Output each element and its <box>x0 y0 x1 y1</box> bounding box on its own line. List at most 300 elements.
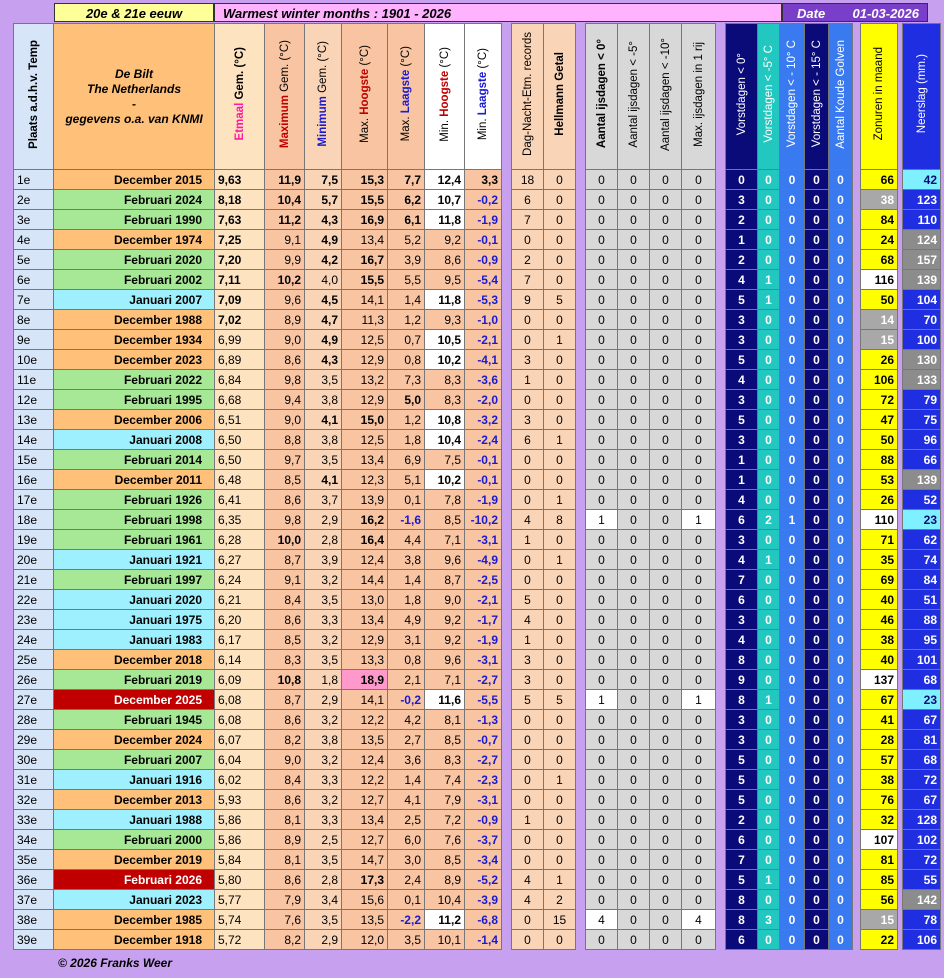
cell-minl: -0,2 <box>465 190 502 210</box>
cell-minh: 7,1 <box>425 670 465 690</box>
cell-etm: 6,50 <box>215 430 265 450</box>
cell-kg: 0 <box>829 590 853 610</box>
cell-kg: 0 <box>829 610 853 630</box>
cell-v5: 1 <box>758 550 780 570</box>
cell-month: Januari 1983 <box>54 630 215 650</box>
cell-hel: 0 <box>544 470 576 490</box>
cell-v0: 8 <box>726 890 758 910</box>
cell-ij0: 0 <box>586 530 618 550</box>
header-row <box>14 24 941 170</box>
cell-maxl: 1,4 <box>388 290 425 310</box>
cell-rec: 9 <box>512 290 544 310</box>
cell-maxg: 8,1 <box>265 850 305 870</box>
cell-ming: 4,9 <box>305 230 342 250</box>
cell-ij10: 0 <box>650 370 682 390</box>
cell-month: December 1974 <box>54 230 215 250</box>
cell-maxh: 13,4 <box>342 810 388 830</box>
cell-ij5: 0 <box>618 710 650 730</box>
cell-kg: 0 <box>829 910 853 930</box>
table-row <box>14 410 941 430</box>
cell-ming: 3,3 <box>305 610 342 630</box>
cell-month: Februari 2014 <box>54 450 215 470</box>
page-title: Warmest winter months : 1901 - 2026 <box>214 3 782 22</box>
date-label: Date <box>797 6 826 21</box>
cell-rank: 24e <box>14 630 54 650</box>
cell-ijr: 0 <box>682 630 716 650</box>
cell-month: December 1988 <box>54 310 215 330</box>
cell-zon: 35 <box>861 550 898 570</box>
cell-ij10: 0 <box>650 490 682 510</box>
cell-rank: 1e <box>14 170 54 190</box>
cell-maxg: 11,2 <box>265 210 305 230</box>
cell-etm: 5,74 <box>215 910 265 930</box>
cell-month: December 2011 <box>54 470 215 490</box>
table-row <box>14 490 941 510</box>
cell-rec: 0 <box>512 490 544 510</box>
cell-kg: 0 <box>829 870 853 890</box>
col-max-gem-label: Maximum Gem. (°C) <box>278 39 291 149</box>
cell-ij10: 0 <box>650 650 682 670</box>
cell-v5: 0 <box>758 730 780 750</box>
cell-zon: 26 <box>861 350 898 370</box>
cell-v5: 1 <box>758 270 780 290</box>
cell-etm: 5,93 <box>215 790 265 810</box>
cell-ij0: 0 <box>586 270 618 290</box>
cell-month: Februari 1995 <box>54 390 215 410</box>
cell-minl: -2,7 <box>465 670 502 690</box>
cell-ij10: 0 <box>650 250 682 270</box>
cell-minl: -2,4 <box>465 430 502 450</box>
cell-maxg: 8,2 <box>265 930 305 950</box>
cell-hel: 15 <box>544 910 576 930</box>
cell-hel: 0 <box>544 570 576 590</box>
cell-ij5: 0 <box>618 490 650 510</box>
cell-maxh: 12,5 <box>342 330 388 350</box>
cell-maxh: 15,3 <box>342 170 388 190</box>
cell-kg: 0 <box>829 670 853 690</box>
cell-maxh: 13,3 <box>342 650 388 670</box>
cell-maxh: 12,2 <box>342 710 388 730</box>
cell-etm: 6,99 <box>215 330 265 350</box>
cell-rec: 1 <box>512 370 544 390</box>
cell-ij10: 0 <box>650 870 682 890</box>
cell-v15: 0 <box>805 250 829 270</box>
cell-ijr: 0 <box>682 390 716 410</box>
cell-ming: 3,5 <box>305 370 342 390</box>
cell-ij10: 0 <box>650 850 682 870</box>
cell-v5: 1 <box>758 870 780 890</box>
cell-neer: 104 <box>903 290 941 310</box>
cell-zon: 116 <box>861 270 898 290</box>
cell-ij10: 0 <box>650 210 682 230</box>
cell-maxg: 9,0 <box>265 410 305 430</box>
cell-ij0: 0 <box>586 590 618 610</box>
cell-zon: 40 <box>861 590 898 610</box>
cell-minl: -0,9 <box>465 810 502 830</box>
cell-v10: 0 <box>780 930 805 950</box>
cell-etm: 6,27 <box>215 550 265 570</box>
cell-v15: 0 <box>805 930 829 950</box>
cell-rec: 1 <box>512 630 544 650</box>
cell-ij5: 0 <box>618 190 650 210</box>
cell-rank: 6e <box>14 270 54 290</box>
cell-v0: 6 <box>726 830 758 850</box>
cell-ij0: 0 <box>586 670 618 690</box>
cell-ij5: 0 <box>618 730 650 750</box>
cell-ij0: 0 <box>586 730 618 750</box>
cell-ij5: 0 <box>618 810 650 830</box>
cell-maxh: 16,9 <box>342 210 388 230</box>
cell-ijr: 0 <box>682 930 716 950</box>
copyright: © 2026 Franks Weer <box>58 956 173 970</box>
cell-maxh: 12,4 <box>342 550 388 570</box>
cell-minh: 10,2 <box>425 470 465 490</box>
cell-minl: -1,4 <box>465 930 502 950</box>
cell-maxg: 8,7 <box>265 690 305 710</box>
cell-v0: 5 <box>726 410 758 430</box>
table-row <box>14 210 941 230</box>
cell-month: Januari 1988 <box>54 810 215 830</box>
cell-etm: 6,04 <box>215 750 265 770</box>
cell-v10: 0 <box>780 250 805 270</box>
cell-minh: 10,1 <box>425 930 465 950</box>
cell-hel: 0 <box>544 310 576 330</box>
cell-ming: 2,8 <box>305 530 342 550</box>
cell-ijr: 0 <box>682 870 716 890</box>
cell-ij10: 0 <box>650 430 682 450</box>
cell-ming: 3,2 <box>305 790 342 810</box>
cell-ijr: 0 <box>682 290 716 310</box>
cell-etm: 8,18 <box>215 190 265 210</box>
cell-ij0: 0 <box>586 450 618 470</box>
cell-rank: 7e <box>14 290 54 310</box>
cell-etm: 5,77 <box>215 890 265 910</box>
cell-zon: 69 <box>861 570 898 590</box>
cell-v15: 0 <box>805 850 829 870</box>
cell-zon: 14 <box>861 310 898 330</box>
cell-maxg: 8,6 <box>265 870 305 890</box>
table-row <box>14 710 941 730</box>
col-max-gem <box>265 24 305 170</box>
cell-month: December 2019 <box>54 850 215 870</box>
cell-ij5: 0 <box>618 450 650 470</box>
cell-ij10: 0 <box>650 530 682 550</box>
cell-ij5: 0 <box>618 310 650 330</box>
cell-v0: 7 <box>726 570 758 590</box>
cell-minl: -1,9 <box>465 210 502 230</box>
cell-ijr: 0 <box>682 370 716 390</box>
cell-ij5: 0 <box>618 530 650 550</box>
cell-maxl: 3,9 <box>388 250 425 270</box>
cell-v15: 0 <box>805 350 829 370</box>
cell-month: Februari 2002 <box>54 270 215 290</box>
cell-etm: 7,09 <box>215 290 265 310</box>
cell-maxl: -1,6 <box>388 510 425 530</box>
cell-v15: 0 <box>805 830 829 850</box>
cell-hel: 0 <box>544 630 576 650</box>
cell-ij10: 0 <box>650 190 682 210</box>
cell-month: Januari 1975 <box>54 610 215 630</box>
cell-ij5: 0 <box>618 670 650 690</box>
cell-etm: 6,28 <box>215 530 265 550</box>
cell-neer: 23 <box>903 510 941 530</box>
cell-minl: -0,1 <box>465 470 502 490</box>
cell-v5: 0 <box>758 810 780 830</box>
cell-etm: 5,86 <box>215 830 265 850</box>
cell-zon: 81 <box>861 850 898 870</box>
cell-ij0: 0 <box>586 650 618 670</box>
cell-rec: 3 <box>512 410 544 430</box>
cell-maxh: 12,4 <box>342 750 388 770</box>
cell-ij10: 0 <box>650 830 682 850</box>
col-ijs10-label: Aantal ijsdagen < -10° <box>659 37 672 151</box>
cell-ijr: 0 <box>682 830 716 850</box>
col-kou-label: Aantal Koude Golven <box>834 39 847 149</box>
cell-rec: 0 <box>512 790 544 810</box>
cell-rank: 36e <box>14 870 54 890</box>
cell-minh: 10,7 <box>425 190 465 210</box>
cell-maxl: 1,4 <box>388 570 425 590</box>
cell-minl: -5,2 <box>465 870 502 890</box>
cell-rec: 4 <box>512 890 544 910</box>
col-hellmann-label: Hellmann Getal <box>553 52 566 136</box>
cell-rec: 6 <box>512 430 544 450</box>
cell-maxl: 1,8 <box>388 430 425 450</box>
cell-v5: 0 <box>758 370 780 390</box>
cell-v15: 0 <box>805 270 829 290</box>
cell-maxl: 5,2 <box>388 230 425 250</box>
cell-v0: 3 <box>726 190 758 210</box>
cell-neer: 96 <box>903 430 941 450</box>
cell-ijr: 0 <box>682 270 716 290</box>
cell-neer: 72 <box>903 850 941 870</box>
table-row <box>14 830 941 850</box>
cell-rank: 38e <box>14 910 54 930</box>
cell-minl: -1,7 <box>465 610 502 630</box>
cell-v10: 0 <box>780 710 805 730</box>
cell-maxh: 13,4 <box>342 450 388 470</box>
cell-minh: 9,3 <box>425 310 465 330</box>
cell-maxl: 2,7 <box>388 730 425 750</box>
col-kou <box>829 24 853 170</box>
cell-ij5: 0 <box>618 410 650 430</box>
cell-ij5: 0 <box>618 350 650 370</box>
cell-kg: 0 <box>829 190 853 210</box>
col-max-laag-label: Max. Laagste (°C) <box>400 46 412 142</box>
cell-v5: 0 <box>758 530 780 550</box>
cell-v10: 0 <box>780 490 805 510</box>
cell-v5: 1 <box>758 290 780 310</box>
cell-neer: 68 <box>903 750 941 770</box>
cell-v5: 0 <box>758 490 780 510</box>
cell-maxl: 4,9 <box>388 610 425 630</box>
cell-ij5: 0 <box>618 590 650 610</box>
cell-v0: 2 <box>726 250 758 270</box>
cell-v5: 0 <box>758 790 780 810</box>
cell-ij0: 0 <box>586 190 618 210</box>
cell-maxh: 13,2 <box>342 370 388 390</box>
cell-month: Februari 2026 <box>54 870 215 890</box>
cell-kg: 0 <box>829 890 853 910</box>
col-info <box>54 24 215 170</box>
cell-kg: 0 <box>829 290 853 310</box>
col-ijs0 <box>586 24 618 170</box>
cell-zon: 40 <box>861 650 898 670</box>
cell-ij10: 0 <box>650 290 682 310</box>
cell-hel: 1 <box>544 770 576 790</box>
cell-etm: 7,11 <box>215 270 265 290</box>
cell-kg: 0 <box>829 790 853 810</box>
cell-kg: 0 <box>829 770 853 790</box>
cell-rank: 10e <box>14 350 54 370</box>
cell-zon: 50 <box>861 430 898 450</box>
cell-maxh: 11,3 <box>342 310 388 330</box>
col-vorst0 <box>726 24 758 170</box>
cell-ij5: 0 <box>618 430 650 450</box>
cell-hel: 0 <box>544 730 576 750</box>
table-row <box>14 570 941 590</box>
cell-v10: 0 <box>780 850 805 870</box>
cell-ij0: 0 <box>586 570 618 590</box>
cell-hel: 0 <box>544 590 576 610</box>
cell-neer: 70 <box>903 310 941 330</box>
cell-neer: 84 <box>903 570 941 590</box>
cell-zon: 38 <box>861 190 898 210</box>
cell-rank: 20e <box>14 550 54 570</box>
cell-ij0: 0 <box>586 250 618 270</box>
cell-maxg: 9,1 <box>265 570 305 590</box>
cell-etm: 6,02 <box>215 770 265 790</box>
table-row <box>14 250 941 270</box>
cell-rank: 8e <box>14 310 54 330</box>
cell-minl: -3,6 <box>465 370 502 390</box>
table-row <box>14 750 941 770</box>
cell-maxg: 8,9 <box>265 830 305 850</box>
cell-kg: 0 <box>829 310 853 330</box>
cell-rank: 34e <box>14 830 54 850</box>
col-min-laag <box>465 24 502 170</box>
cell-kg: 0 <box>829 250 853 270</box>
cell-hel: 0 <box>544 610 576 630</box>
cell-maxh: 13,5 <box>342 910 388 930</box>
cell-ming: 3,2 <box>305 570 342 590</box>
cell-ij5: 0 <box>618 570 650 590</box>
cell-hel: 0 <box>544 270 576 290</box>
table-row <box>14 430 941 450</box>
cell-ij5: 0 <box>618 210 650 230</box>
table-row <box>14 670 941 690</box>
cell-v15: 0 <box>805 670 829 690</box>
cell-ijr: 1 <box>682 510 716 530</box>
cell-ij10: 0 <box>650 910 682 930</box>
cell-minl: -5,3 <box>465 290 502 310</box>
cell-minh: 10,4 <box>425 890 465 910</box>
cell-zon: 84 <box>861 210 898 230</box>
cell-zon: 15 <box>861 330 898 350</box>
cell-zon: 53 <box>861 470 898 490</box>
cell-ming: 3,8 <box>305 390 342 410</box>
cell-neer: 102 <box>903 830 941 850</box>
cell-v15: 0 <box>805 190 829 210</box>
cell-ming: 3,9 <box>305 550 342 570</box>
cell-ij5: 0 <box>618 330 650 350</box>
cell-ijr: 0 <box>682 250 716 270</box>
cell-neer: 142 <box>903 890 941 910</box>
cell-kg: 0 <box>829 450 853 470</box>
col-max-hoog-label: Max. Hoogste (°C) <box>358 45 371 143</box>
cell-rank: 25e <box>14 650 54 670</box>
cell-minh: 10,4 <box>425 430 465 450</box>
cell-ij0: 0 <box>586 830 618 850</box>
cell-ij5: 0 <box>618 770 650 790</box>
cell-maxl: 2,4 <box>388 870 425 890</box>
cell-v10: 0 <box>780 450 805 470</box>
table-row <box>14 910 941 930</box>
cell-maxl: 0,7 <box>388 330 425 350</box>
cell-v10: 0 <box>780 810 805 830</box>
cell-maxh: 16,4 <box>342 530 388 550</box>
cell-month: Februari 1997 <box>54 570 215 590</box>
cell-maxh: 15,6 <box>342 890 388 910</box>
cell-v5: 0 <box>758 670 780 690</box>
cell-ijr: 0 <box>682 610 716 630</box>
cell-rec: 0 <box>512 390 544 410</box>
cell-ijr: 4 <box>682 910 716 930</box>
cell-minh: 7,9 <box>425 790 465 810</box>
cell-ming: 3,8 <box>305 730 342 750</box>
cell-maxg: 9,8 <box>265 510 305 530</box>
cell-maxg: 8,2 <box>265 730 305 750</box>
cell-v10: 0 <box>780 370 805 390</box>
cell-minh: 8,5 <box>425 510 465 530</box>
cell-ijr: 0 <box>682 810 716 830</box>
cell-v15: 0 <box>805 210 829 230</box>
cell-ming: 3,4 <box>305 890 342 910</box>
cell-neer: 128 <box>903 810 941 830</box>
cell-maxg: 8,4 <box>265 590 305 610</box>
cell-ij10: 0 <box>650 810 682 830</box>
cell-maxh: 13,0 <box>342 590 388 610</box>
cell-minh: 8,5 <box>425 730 465 750</box>
cell-rec: 0 <box>512 450 544 470</box>
cell-minl: -3,7 <box>465 830 502 850</box>
cell-neer: 78 <box>903 910 941 930</box>
cell-minh: 12,4 <box>425 170 465 190</box>
cell-hel: 0 <box>544 370 576 390</box>
cell-v15: 0 <box>805 690 829 710</box>
cell-minl: -2,1 <box>465 330 502 350</box>
cell-v10: 0 <box>780 630 805 650</box>
cell-neer: 100 <box>903 330 941 350</box>
cell-rank: 18e <box>14 510 54 530</box>
cell-maxh: 13,9 <box>342 490 388 510</box>
cell-rank: 2e <box>14 190 54 210</box>
cell-ij0: 0 <box>586 850 618 870</box>
cell-hel: 0 <box>544 190 576 210</box>
cell-v10: 0 <box>780 670 805 690</box>
cell-month: December 2006 <box>54 410 215 430</box>
cell-etm: 6,84 <box>215 370 265 390</box>
cell-ij10: 0 <box>650 470 682 490</box>
cell-ij0: 0 <box>586 310 618 330</box>
cell-v10: 0 <box>780 570 805 590</box>
cell-ij0: 0 <box>586 750 618 770</box>
cell-ij0: 0 <box>586 210 618 230</box>
cell-maxl: 3,0 <box>388 850 425 870</box>
cell-ming: 3,7 <box>305 490 342 510</box>
cell-v5: 0 <box>758 210 780 230</box>
cell-month: Februari 2007 <box>54 750 215 770</box>
